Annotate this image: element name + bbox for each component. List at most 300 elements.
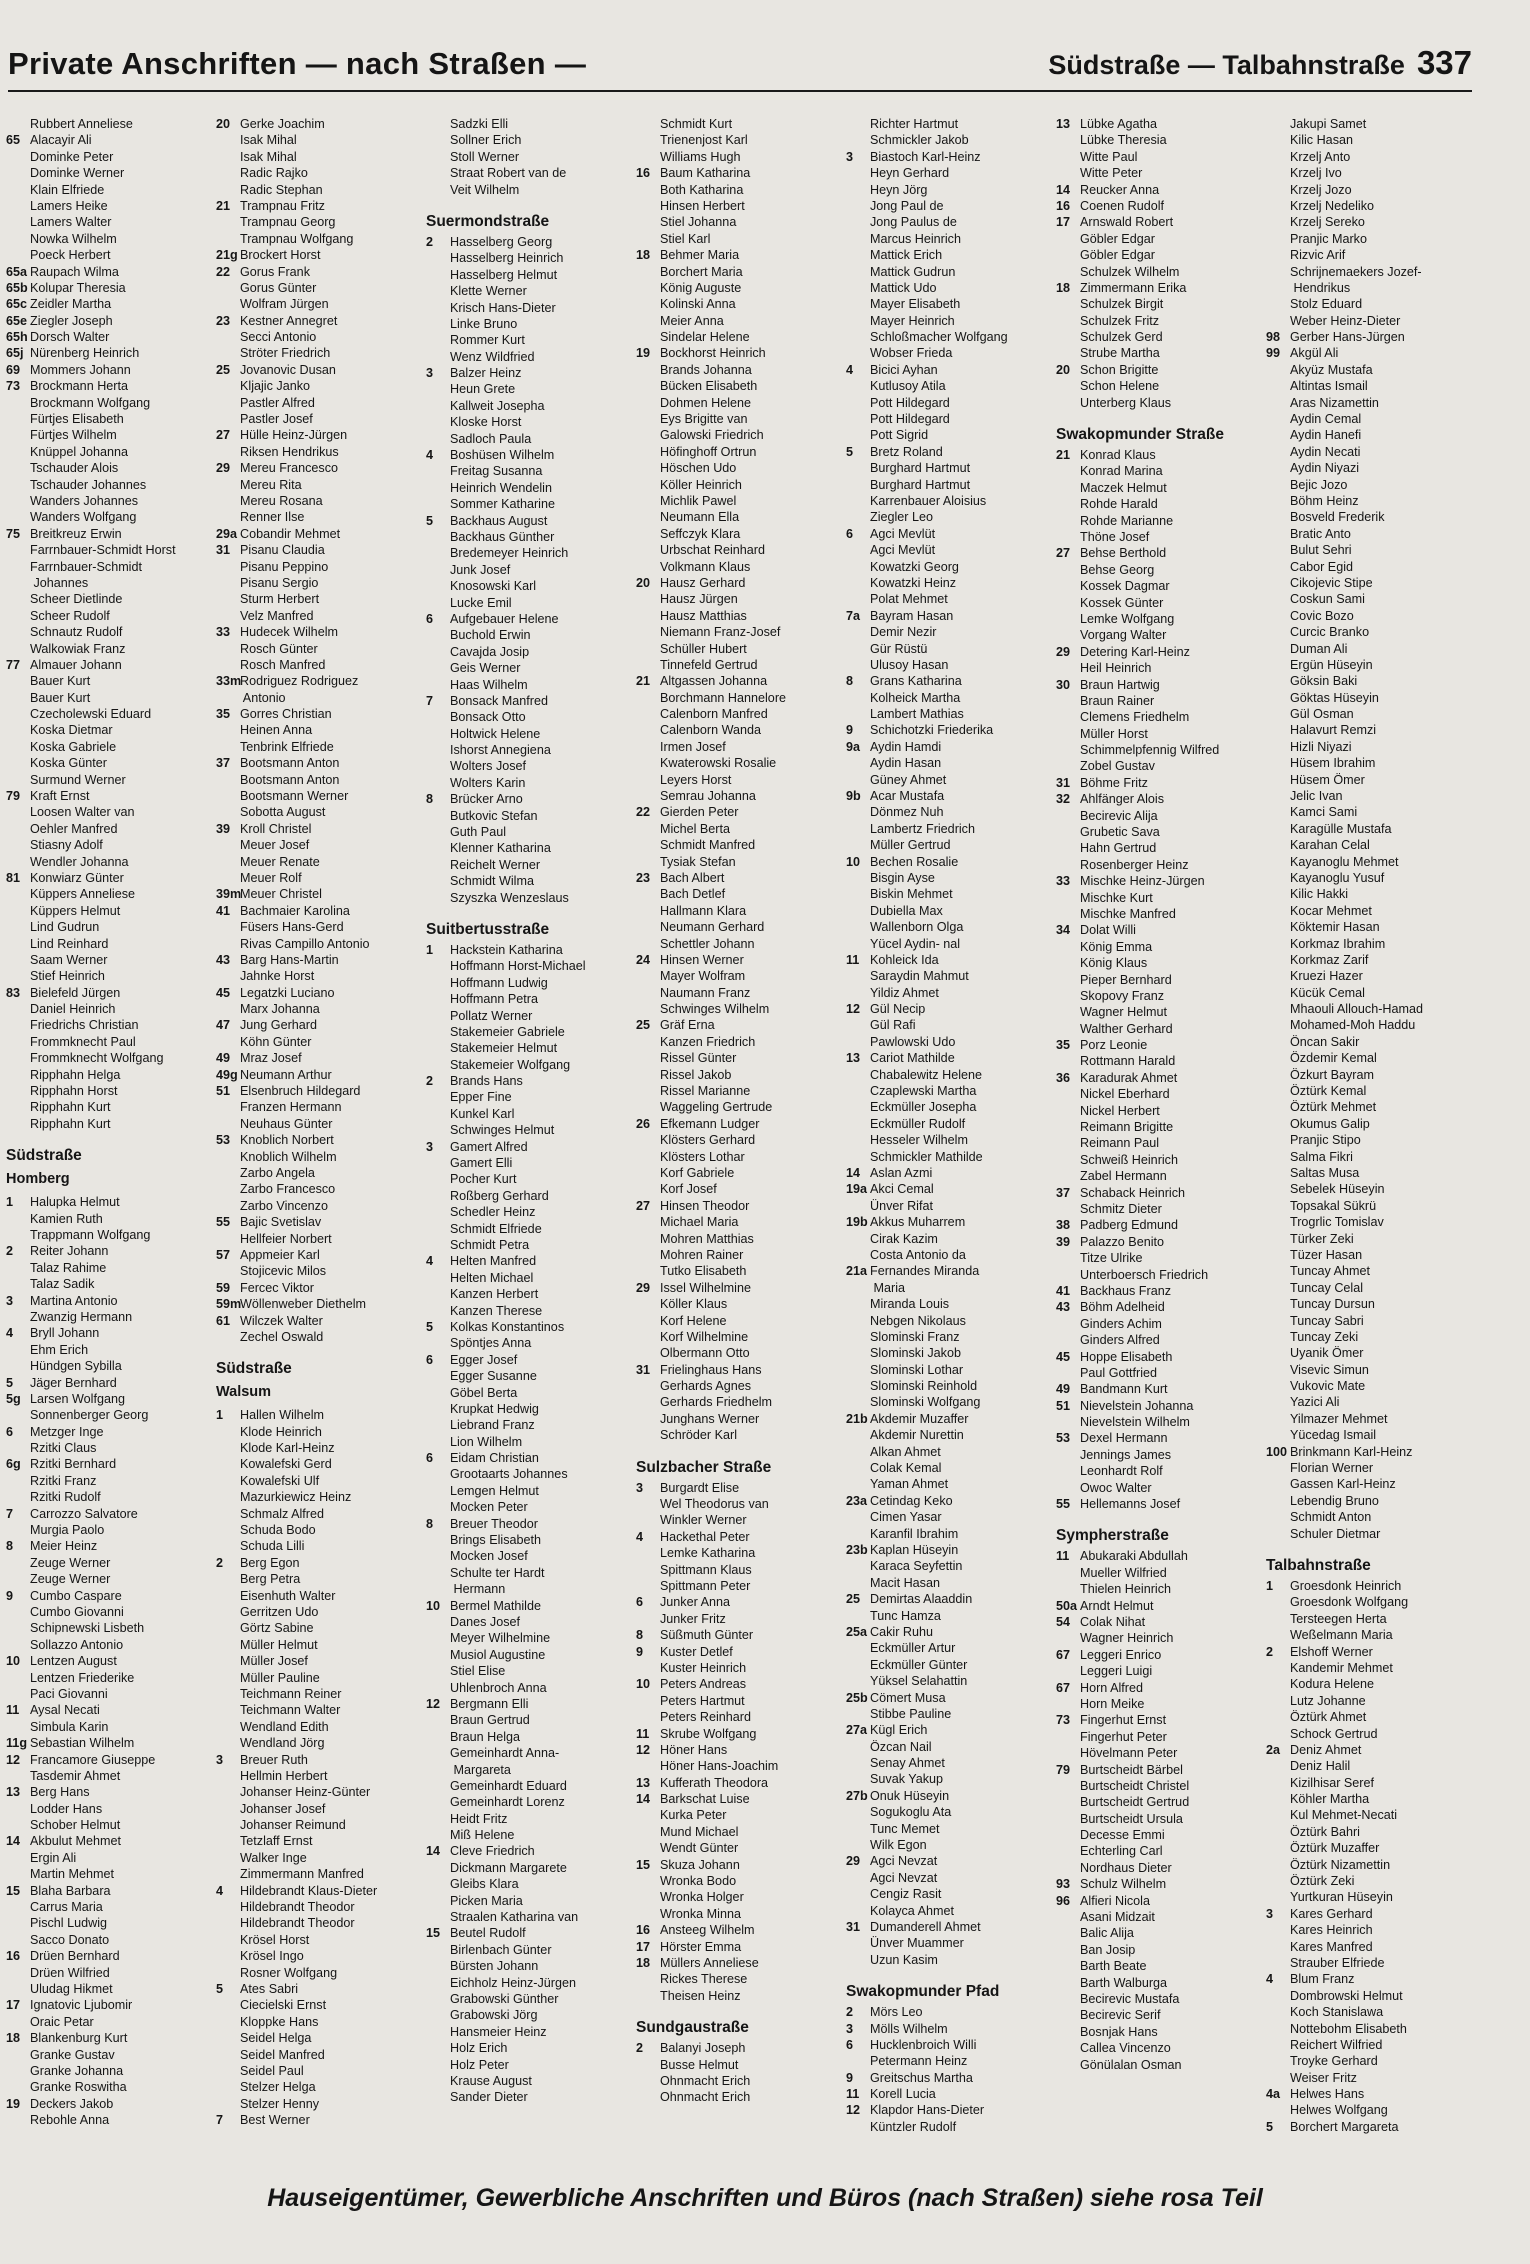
resident-entry <box>636 919 848 935</box>
resident-entry <box>636 231 848 247</box>
resident-entry <box>846 1427 1058 1443</box>
resident-entry <box>846 673 1058 689</box>
resident-entry <box>1056 182 1268 198</box>
resident-name: Gerke Joachim <box>240 117 325 131</box>
resident-entry <box>216 132 428 148</box>
resident-entry <box>426 1548 638 1564</box>
resident-name: Horn Alfred <box>1080 1680 1143 1695</box>
column-7 <box>1266 116 1478 2166</box>
house-number: 39m <box>216 887 242 902</box>
resident-entry <box>846 2053 1058 2069</box>
resident-name: Koch Stanislawa <box>1290 2005 1384 2020</box>
resident-entry <box>846 198 1058 214</box>
resident-name: Titze Ulrike <box>1080 1251 1143 1266</box>
resident-entry <box>216 378 428 394</box>
resident-entry <box>846 936 1058 952</box>
resident-entry <box>216 1948 428 1964</box>
resident-name: Aydin Cemal <box>1290 412 1362 427</box>
resident-name: Grabowski Günther <box>450 1991 559 2006</box>
resident-entry <box>426 1647 638 1663</box>
resident-entry <box>846 1034 1058 1050</box>
resident-name: Johanser Josef <box>240 1801 326 1816</box>
resident-entry <box>1056 2007 1268 2023</box>
resident-entry <box>846 706 1058 722</box>
resident-name: Onuk Hüseyin <box>870 1788 950 1803</box>
resident-name: Cirak Kazim <box>870 1231 938 1246</box>
resident-name: Lamers Walter <box>30 215 112 230</box>
house-number: 29 <box>636 1280 651 1295</box>
resident-entry <box>1056 1565 1268 1581</box>
resident-name: Yazici Ali <box>1290 1395 1340 1410</box>
resident-entry <box>216 247 428 263</box>
resident-entry <box>636 1594 848 1610</box>
resident-entry <box>636 411 848 427</box>
resident-entry <box>636 2089 848 2105</box>
house-number: 19b <box>846 1215 868 1230</box>
resident-entry <box>1266 804 1478 820</box>
resident-entry <box>636 329 848 345</box>
resident-name: Meuer Josef <box>240 838 310 853</box>
resident-entry <box>216 296 428 312</box>
resident-entry <box>846 1476 1058 1492</box>
resident-name: Aydin Hanefi <box>1290 428 1362 443</box>
resident-entry <box>1266 2037 1478 2053</box>
resident-name: Loosen Walter van <box>30 805 135 820</box>
resident-entry <box>426 332 638 348</box>
resident-entry <box>6 116 218 132</box>
resident-name: Chabalewitz Helene <box>870 1067 983 1082</box>
resident-name: Ban Josip <box>1080 1942 1136 1957</box>
resident-entry <box>6 624 218 640</box>
resident-entry <box>1056 362 1268 378</box>
resident-name: Braun Rainer <box>1080 693 1155 708</box>
resident-entry <box>6 1407 218 1423</box>
resident-entry <box>6 231 218 247</box>
resident-entry <box>1266 2053 1478 2069</box>
house-number: 98 <box>1266 330 1281 345</box>
house-number: 5 <box>216 1981 224 1996</box>
resident-name: Dominke Werner <box>30 166 125 181</box>
resident-name: Lion Wilhelm <box>450 1434 523 1449</box>
resident-entry <box>1266 1149 1478 1165</box>
resident-entry <box>846 444 1058 460</box>
resident-name: Dexel Hermann <box>1080 1431 1168 1446</box>
resident-name: Blankenburg Kurt <box>30 2031 128 2046</box>
resident-entry <box>6 870 218 886</box>
house-number: 18 <box>1056 280 1071 295</box>
resident-entry <box>1056 1794 1268 1810</box>
resident-name: Ergin Ali <box>30 1850 77 1865</box>
resident-entry <box>1056 1234 1268 1250</box>
resident-name: Skuza Johann <box>660 1857 740 1872</box>
house-number: 1 <box>6 1195 14 1210</box>
resident-name: Wilk Egon <box>870 1838 927 1853</box>
resident-entry <box>1056 1811 1268 1827</box>
resident-entry <box>1056 1958 1268 1974</box>
house-number: 23b <box>846 1542 868 1557</box>
resident-name: Ates Sabri <box>240 1981 299 1996</box>
resident-entry <box>1056 988 1268 1004</box>
resident-entry <box>1266 1627 1478 1643</box>
resident-entry <box>1266 608 1478 624</box>
resident-name: Stelzer Helga <box>240 2080 316 2095</box>
resident-name: Seidel Paul <box>240 2063 304 2078</box>
house-number: 11 <box>846 952 860 967</box>
resident-entry <box>1056 329 1268 345</box>
house-number: 27b <box>846 1788 868 1803</box>
resident-name: Cumbo Giovanni <box>30 1604 124 1619</box>
house-number: 13 <box>846 1051 861 1066</box>
resident-entry <box>636 526 848 542</box>
resident-entry <box>426 2057 638 2073</box>
resident-entry <box>1266 313 1478 329</box>
resident-name: Kraft Ernst <box>30 789 90 804</box>
resident-entry <box>846 427 1058 443</box>
resident-name: Hendrikus <box>1290 280 1351 295</box>
resident-entry <box>846 1263 1058 1279</box>
resident-entry <box>426 1417 638 1433</box>
house-number: 25a <box>846 1624 868 1639</box>
resident-name: Karaca Seyfettin <box>870 1559 963 1574</box>
house-number: 5 <box>6 1375 14 1390</box>
resident-name: Mereu Francesco <box>240 461 338 476</box>
resident-entry <box>636 1083 848 1099</box>
resident-name: Wronka Holger <box>660 1890 744 1905</box>
resident-entry <box>846 1755 1058 1771</box>
house-number: 6 <box>426 1352 434 1367</box>
resident-name: Bachmaier Karolina <box>240 903 350 918</box>
resident-name: Müller Josef <box>240 1654 308 1669</box>
resident-name: Rissel Marianne <box>660 1084 751 1099</box>
street-heading: Suermondstraße <box>426 212 550 230</box>
resident-name: Gül Rafi <box>870 1018 916 1033</box>
resident-entry <box>216 1083 428 1099</box>
resident-entry <box>426 414 638 430</box>
resident-entry <box>216 1296 428 1312</box>
resident-name: Schmidt Elfriede <box>450 1221 542 1236</box>
resident-name: Krzelj Jozo <box>1290 182 1352 197</box>
resident-name: Michael Maria <box>660 1215 739 1230</box>
resident-entry <box>426 1057 638 1073</box>
resident-entry <box>1056 595 1268 611</box>
resident-name: Urbschat Reinhard <box>660 543 765 558</box>
resident-name: Zarbo Angela <box>240 1166 315 1180</box>
resident-name: Dorsch Walter <box>30 330 110 345</box>
resident-entry <box>216 1132 428 1148</box>
resident-entry <box>216 460 428 476</box>
resident-name: Krösel Ingo <box>240 1949 304 1964</box>
resident-name: Altintas Ismail <box>1290 379 1368 394</box>
house-number: 43 <box>216 952 231 967</box>
house-number: 4 <box>1266 1972 1274 1987</box>
resident-name: Burghard Hartmut <box>870 461 971 476</box>
resident-entry <box>216 1588 428 1604</box>
resident-name: Nickel Eberhard <box>1080 1087 1170 1102</box>
resident-name: Talaz Rahime <box>30 1260 107 1275</box>
resident-entry <box>6 198 218 214</box>
resident-name: Isak Mihal <box>240 149 297 164</box>
house-number: 25 <box>636 1018 651 1033</box>
resident-entry <box>426 1942 638 1958</box>
resident-name: Wolters Karin <box>450 775 526 790</box>
resident-name: Metzger Inge <box>30 1424 104 1439</box>
resident-entry <box>846 1394 1058 1410</box>
resident-name: Elsenbruch Hildegard <box>240 1084 361 1099</box>
resident-entry <box>426 595 638 611</box>
resident-name: Szyszka Wenzeslaus <box>450 890 569 905</box>
resident-entry <box>1056 1663 1268 1679</box>
resident-name: Ziegler Joseph <box>30 313 113 328</box>
resident-entry <box>1056 1975 1268 1991</box>
resident-entry <box>846 165 1058 181</box>
resident-entry <box>846 1804 1058 1820</box>
resident-entry <box>1056 2024 1268 2040</box>
resident-entry <box>846 1640 1058 1656</box>
resident-name: Knosowski Karl <box>450 579 537 594</box>
resident-name: Schmitz Dieter <box>1080 1202 1162 1216</box>
resident-entry <box>636 755 848 771</box>
resident-name: Trampnau Fritz <box>240 198 325 213</box>
resident-name: Konrad Klaus <box>1080 448 1156 463</box>
resident-entry <box>846 1690 1058 1706</box>
resident-entry <box>216 1735 428 1751</box>
resident-entry <box>1056 1909 1268 1925</box>
resident-entry <box>846 1329 1058 1345</box>
resident-entry <box>216 1034 428 1050</box>
resident-entry <box>1056 677 1268 693</box>
resident-entry <box>846 1345 1058 1361</box>
house-number: 4 <box>6 1326 14 1341</box>
resident-entry <box>216 1247 428 1263</box>
resident-name: Bauer Kurt <box>30 674 91 689</box>
resident-name: Nievelstein Johanna <box>1080 1398 1194 1413</box>
house-number: 100 <box>1266 1444 1288 1459</box>
resident-entry <box>846 837 1058 853</box>
resident-name: Agci Mevlüt <box>870 543 936 558</box>
resident-name: Tuncay Zeki <box>1290 1329 1359 1344</box>
column-6 <box>1056 116 1268 2166</box>
resident-entry <box>1056 1447 1268 1463</box>
resident-name: Sollner Erich <box>450 133 522 148</box>
resident-entry <box>636 1758 848 1774</box>
resident-entry <box>846 1444 1058 1460</box>
resident-entry <box>1056 447 1268 463</box>
resident-entry <box>216 444 428 460</box>
resident-entry <box>636 936 848 952</box>
resident-entry <box>1266 1857 1478 1873</box>
resident-entry <box>216 1866 428 1882</box>
resident-entry <box>6 460 218 476</box>
resident-entry <box>6 854 218 870</box>
resident-entry <box>6 1571 218 1587</box>
resident-entry <box>846 1067 1058 1083</box>
resident-entry <box>846 1542 1058 1558</box>
resident-entry <box>216 641 428 657</box>
resident-name: Cömert Musa <box>870 1690 946 1705</box>
resident-entry <box>6 1670 218 1686</box>
house-number: 23a <box>846 1493 868 1508</box>
resident-entry <box>846 575 1058 591</box>
resident-entry <box>216 608 428 624</box>
resident-name: Picken Maria <box>450 1893 523 1908</box>
resident-name: Nickel Herbert <box>1080 1103 1160 1118</box>
house-number: 18 <box>636 1955 651 1970</box>
resident-entry <box>216 1067 428 1083</box>
resident-name: Pawlowski Udo <box>870 1034 956 1049</box>
resident-name: Klette Werner <box>450 284 527 299</box>
resident-name: Karagülle Mustafa <box>1290 821 1392 836</box>
resident-name: Sommer Katharine <box>450 497 555 512</box>
resident-name: Lebendig Bruno <box>1290 1493 1379 1508</box>
resident-entry <box>846 1722 1058 1738</box>
resident-entry <box>426 1975 638 1991</box>
resident-name: Schweiß Heinrich <box>1080 1152 1178 1167</box>
resident-name: Göbel Berta <box>450 1385 518 1400</box>
resident-entry <box>1056 1283 1268 1299</box>
resident-name: Peters Hartmut <box>660 1693 745 1708</box>
resident-entry <box>6 1768 218 1784</box>
resident-name: Lind Gudrun <box>30 920 100 935</box>
resident-name: Reichelt Werner <box>450 857 541 872</box>
resident-name: Hallmann Klara <box>660 903 747 918</box>
resident-name: Fercec Viktor <box>240 1280 314 1295</box>
resident-entry <box>1056 824 1268 840</box>
resident-entry <box>216 821 428 837</box>
resident-name: Teichmann Walter <box>240 1703 341 1718</box>
resident-name: Groesdonk Wolfgang <box>1290 1595 1409 1610</box>
resident-entry <box>426 1991 638 2007</box>
resident-name: Spittmann Klaus <box>660 1562 752 1577</box>
resident-entry <box>216 1997 428 2013</box>
resident-name: Kowalefski Gerd <box>240 1457 332 1472</box>
resident-name: Eckmüller Günter <box>870 1657 968 1672</box>
resident-entry <box>216 1313 428 1329</box>
resident-name: Curcic Branko <box>1290 625 1370 640</box>
resident-entry <box>846 296 1058 312</box>
resident-entry <box>216 1456 428 1472</box>
resident-entry <box>1266 1611 1478 1627</box>
resident-entry <box>636 1378 848 1394</box>
house-number: 29 <box>216 461 231 476</box>
resident-entry <box>636 182 848 198</box>
resident-entry <box>636 952 848 968</box>
resident-entry <box>6 1083 218 1099</box>
resident-entry <box>846 739 1058 755</box>
resident-name: Ehm Erich <box>30 1342 89 1357</box>
resident-name: Jong Paul de <box>870 198 944 213</box>
resident-entry <box>846 1558 1058 1574</box>
house-number: 4 <box>636 1529 644 1544</box>
resident-entry <box>1266 1742 1478 1758</box>
resident-entry <box>216 1620 428 1636</box>
resident-entry <box>6 952 218 968</box>
resident-name: Mattick Erich <box>870 248 943 263</box>
resident-entry <box>6 673 218 689</box>
resident-name: Echterling Carl <box>1080 1844 1163 1859</box>
resident-entry <box>846 1198 1058 1214</box>
resident-name: Hörster Emma <box>660 1939 742 1954</box>
resident-entry <box>1266 690 1478 706</box>
resident-entry <box>426 1778 638 1794</box>
house-number: 35 <box>1056 1038 1071 1053</box>
resident-entry <box>636 1611 848 1627</box>
resident-entry <box>216 968 428 984</box>
resident-entry <box>216 1424 428 1440</box>
resident-name: Kilic Hakki <box>1290 887 1349 902</box>
resident-name: Böhm Heinz <box>1290 493 1359 508</box>
resident-name: Karrenbauer Aloisius <box>870 493 987 508</box>
house-number: 8 <box>6 1539 14 1554</box>
resident-name: Leonhardt Rolf <box>1080 1464 1163 1479</box>
resident-name: Demir Nezir <box>870 625 937 640</box>
resident-entry <box>846 1214 1058 1230</box>
street-heading: Sulzbacher Straße <box>636 1458 772 1476</box>
resident-entry <box>1056 1349 1268 1365</box>
resident-name: Calenborn Wanda <box>660 723 762 738</box>
resident-name: Pastler Josef <box>240 412 313 427</box>
resident-entry <box>426 545 638 561</box>
resident-entry <box>216 1768 428 1784</box>
resident-name: Klode Karl-Heinz <box>240 1441 335 1456</box>
resident-name: Berg Egon <box>240 1555 300 1570</box>
resident-name: Weiser Fritz <box>1290 2070 1357 2085</box>
resident-entry <box>1266 559 1478 575</box>
resident-entry <box>1266 1971 1478 1987</box>
resident-entry <box>6 493 218 509</box>
resident-name: Tersteegen Herta <box>1290 1611 1387 1626</box>
resident-name: Pollatz Werner <box>450 1008 533 1023</box>
resident-name: Geis Werner <box>450 661 521 676</box>
resident-name: Aydin Niyazi <box>1290 461 1360 476</box>
resident-name: Wagner Heinrich <box>1080 1631 1174 1646</box>
resident-entry <box>426 1729 638 1745</box>
resident-name: Heyn Gerhard <box>870 166 950 181</box>
resident-entry <box>216 706 428 722</box>
house-number: 31 <box>846 1919 861 1934</box>
resident-entry <box>1056 1168 1268 1184</box>
house-number: 12 <box>6 1752 21 1767</box>
resident-name: Gleibs Klara <box>450 1877 519 1892</box>
resident-entry <box>1266 1775 1478 1791</box>
resident-entry <box>1266 722 1478 738</box>
resident-entry <box>426 1745 638 1761</box>
resident-name: Saltas Musa <box>1290 1166 1360 1180</box>
resident-entry <box>846 1099 1058 1115</box>
resident-name: Neumann Arthur <box>240 1067 332 1082</box>
resident-entry <box>636 2040 848 2056</box>
resident-entry <box>426 1483 638 1499</box>
resident-entry <box>1056 1827 1268 1843</box>
house-number: 65h <box>6 330 28 345</box>
resident-name: Lübke Agatha <box>1080 117 1158 131</box>
resident-name: Barkschat Luise <box>660 1792 750 1807</box>
resident-name: Mischke Kurt <box>1080 890 1153 905</box>
house-number: 25b <box>846 1690 868 1705</box>
resident-name: Wolters Josef <box>450 759 527 774</box>
resident-name: Rzitki Franz <box>30 1473 97 1488</box>
resident-name: Jung Gerhard <box>240 1018 318 1033</box>
resident-entry <box>1056 726 1268 742</box>
resident-name: Neuhaus Günter <box>240 1116 333 1131</box>
resident-entry <box>216 1981 428 1997</box>
resident-entry <box>6 345 218 361</box>
resident-entry <box>6 1899 218 1915</box>
resident-entry <box>426 1335 638 1351</box>
resident-name: Okumus Galip <box>1290 1116 1370 1131</box>
resident-name: Hildebrandt Klaus-Dieter <box>240 1883 378 1898</box>
resident-name: Akgül Ali <box>1290 346 1339 361</box>
resident-entry <box>1266 624 1478 640</box>
